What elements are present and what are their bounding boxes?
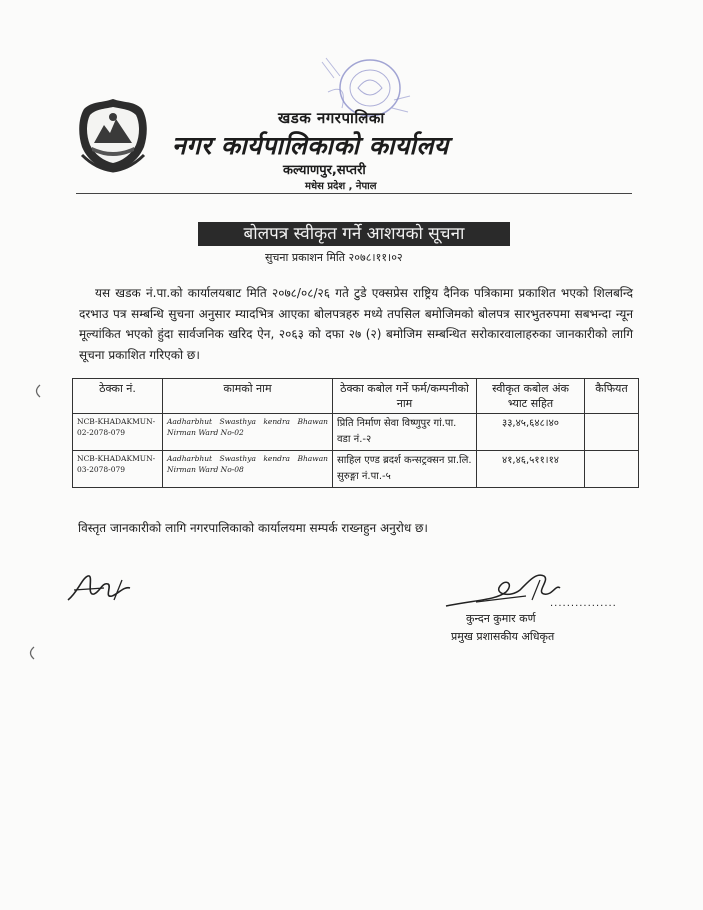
closing-note: विस्तृत जानकारीको लागि नगरपालिकाको कार्यालयमा सम्पर्क राख्नहुन अनुरोध छ। [78, 521, 428, 535]
notice-body-text: यस खडक नं.पा.को कार्यालयबाट मिति २०७८/०८/२६ गते टुडे एक्सप्रेस राष्ट्रिय दैनिक पत्रिकामा प्रकाशित भएको शिलबन्दि दरभाउ पत्र सम्बन्धि सुचना अनुसार म्यादभित्र आएका बोलपत्रहरु मध्ये तपसिल बमोजिमको बोलपत्र सारभुतरुपमा सबभन्दा न्यून मूल्यांकित भएको हुंदा सार्वजनिक खरिद ऐन, २०६३ को दफा २७ (२) बमोजिम सम्बन्धित सरोकारवालाहरुका जानकारीको लागि सूचना प्रकाशित गरिएको छ। [79, 286, 633, 362]
province-name: मधेस प्रदेश , नेपाल [305, 181, 377, 192]
remarks-cell [585, 414, 639, 451]
bid-table [72, 378, 639, 488]
header-contract-no: ठेक्का नं. [73, 379, 163, 414]
work-name-cell: Aadharbhut Swasthya kendra Bhawan Nirman Ward No-02 [163, 414, 333, 451]
notice-title: बोलपत्र स्वीकृत गर्ने आशयको सूचना [198, 222, 510, 246]
firm-name-cell: साहिल एण्ड ब्रदर्श कन्सट्रक्सन प्रा.लि. सुरुङ्गा नं.पा.-५ [333, 451, 477, 488]
contract-no-cell: NCB-KHADAKMUN-03-2078-079 [73, 451, 163, 488]
work-name-cell: Aadharbhut Swasthya kendra Bhawan Nirman Ward No-08 [163, 451, 333, 488]
remarks-cell [585, 451, 639, 488]
notice-body [79, 283, 633, 365]
header-remarks: कैफियत [585, 379, 639, 414]
initials-signature-icon [64, 570, 136, 606]
header-amount: स्वीकृत कबोल अंक भ्याट सहित [477, 379, 585, 414]
signatory-designation: प्रमुख प्रशासकीय अधिकृत [451, 630, 555, 643]
table-header-row [73, 379, 639, 414]
punch-hole-icon [26, 646, 36, 660]
header-work-name: कामको नाम [163, 379, 333, 414]
publication-date: सुचना प्रकाशन मिति २०७८।११।०२ [265, 251, 403, 264]
table-row [73, 414, 639, 451]
amount-cell: ३३,४५,६४८।४० [477, 414, 585, 451]
office-name: नगर कार्यपालिकाको कार्यालय [172, 131, 449, 160]
municipality-name: खडक नगरपालिका [278, 109, 385, 127]
office-address: कल्याणपुर,सप्तरी [283, 163, 366, 178]
signature-dotted-line: ................ [550, 598, 617, 609]
amount-cell: ४१,४६,५११।१४ [477, 451, 585, 488]
contract-no-cell: NCB-KHADAKMUN-02-2078-079 [73, 414, 163, 451]
signatory-name: कुन्दन कुमार कर्ण [466, 612, 536, 625]
firm-name-cell: प्रिति निर्माण सेवा विष्णुपुर गां.पा. वडा नं.-२ [333, 414, 477, 451]
municipality-emblem-icon [76, 95, 150, 173]
table-row [73, 451, 639, 488]
header-divider [76, 193, 632, 194]
header-firm-name: ठेक्का कबोल गर्ने फर्म/कम्पनीको नाम [333, 379, 477, 414]
punch-hole-icon [32, 384, 42, 398]
